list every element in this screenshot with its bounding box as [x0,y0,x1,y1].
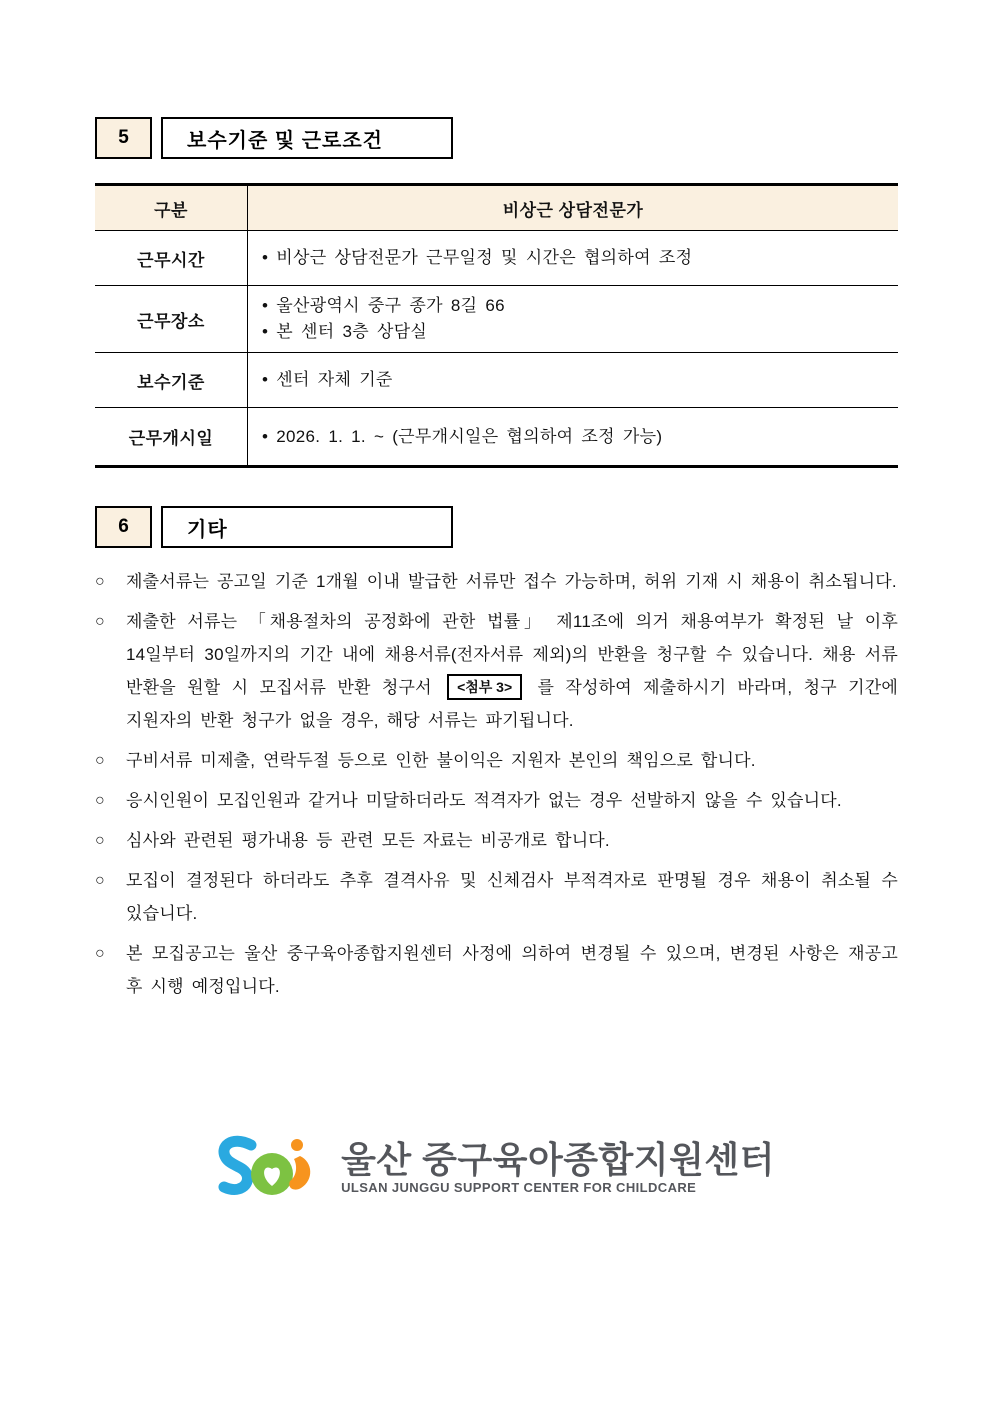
circle-bullet-icon: ○ [95,752,105,769]
value-line: • 본 센터 3층 상담실 [262,322,428,341]
notice-item-confidential [95,824,898,857]
value-line: • 울산광역시 중구 종가 8길 66 [262,296,505,315]
notice-text [126,605,898,737]
attachment-3-box: <첨부 3> [447,674,522,700]
notice-text-before: 제출한 서류는 「채용절차의 공정화에 관한 법률」 제11조에 의거 채용여부가 확정된 날 이후 14일부터 30일까지의 기간 내에 채용서류(전자서류 제외)의 반환을 청구할 수 있습니다. 채용 서류 반환을 원할 시 모집서류 반환 청구서 [126,612,898,697]
footer-logo [0,1134,992,1202]
table-header-row [95,185,898,231]
value-line: • 2026. 1. 1. ~ (근무개시일은 협의하여 조정 가능) [262,426,663,446]
notice-item-responsibility [95,744,898,777]
value-line: • 센터 자체 기준 [262,370,393,389]
row-label: 근무개시일 [95,408,248,467]
circle-bullet-icon: ○ [95,832,105,849]
table-row-work-place [95,286,898,353]
notice-text: 응시인원이 모집인원과 같거나 미달하더라도 적격자가 없는 경우 선발하지 않을 수 있습니다. [126,791,842,810]
notice-list [95,565,898,1003]
section-6-number: 6 [95,506,152,548]
circle-bullet-icon: ○ [95,613,105,630]
section-5-header [95,117,898,159]
row-value [248,353,899,408]
row-value [248,408,899,467]
logo-text-block [341,1141,775,1195]
row-value [248,231,899,286]
circle-bullet-icon: ○ [95,792,105,809]
section-5-number: 5 [95,117,152,159]
notice-text: 모집이 결정된다 하더라도 추후 결격사유 및 신체검사 부적격자로 판명될 경우 채용이 취소될 수 있습니다. [126,871,898,923]
section-6-header [95,506,898,548]
center-logo-icon [217,1134,325,1202]
notice-item-no-selection [95,784,898,817]
circle-bullet-icon: ○ [95,945,105,962]
row-label: 보수기준 [95,353,248,408]
work-conditions-table [95,183,898,468]
notice-text-after: 를 작성하여 제출하시기 바라며, 청구 기간에 지원자의 반환 청구가 없을 경우, 해당 서류는 파기됩니다. [126,678,898,730]
notice-text: 심사와 관련된 평가내용 등 관련 모든 자료는 비공개로 합니다. [126,831,610,850]
table-row-start-date [95,408,898,467]
org-name-korean: 울산 중구육아종합지원센터 [341,1139,775,1180]
value-line: • 비상근 상담전문가 근무일정 및 시간은 협의하여 조정 [262,248,693,267]
row-label: 근무장소 [95,286,248,353]
notice-text: 제출서류는 공고일 기준 1개월 이내 발급한 서류만 접수 가능하며, 허위 기재 시 채용이 취소됩니다. [126,572,897,591]
notice-item-documents [95,565,898,598]
circle-bullet-icon: ○ [95,872,105,889]
row-value [248,286,899,353]
table-header-expert: 비상근 상담전문가 [248,185,899,231]
notice-item-return-request [95,605,898,737]
notice-item-changes [95,937,898,1003]
section-6-title: 기타 [161,506,453,548]
notice-text: 본 모집공고는 울산 중구육아종합지원센터 사정에 의하여 변경될 수 있으며, 변경된 사항은 재공고 후 시행 예정입니다. [126,944,898,996]
org-name-english: ULSAN JUNGGU SUPPORT CENTER FOR CHILDCARE [341,1180,697,1195]
notice-text: 구비서류 미제출, 연락두절 등으로 인한 불이익은 지원자 본인의 책임으로 합니다. [126,751,756,770]
circle-bullet-icon: ○ [95,573,105,590]
section-5-title: 보수기준 및 근로조건 [161,117,453,159]
table-row-pay-standard [95,353,898,408]
row-label: 근무시간 [95,231,248,286]
table-header-category: 구분 [95,185,248,231]
table-row-work-hours [95,231,898,286]
notice-item-cancellation [95,864,898,930]
